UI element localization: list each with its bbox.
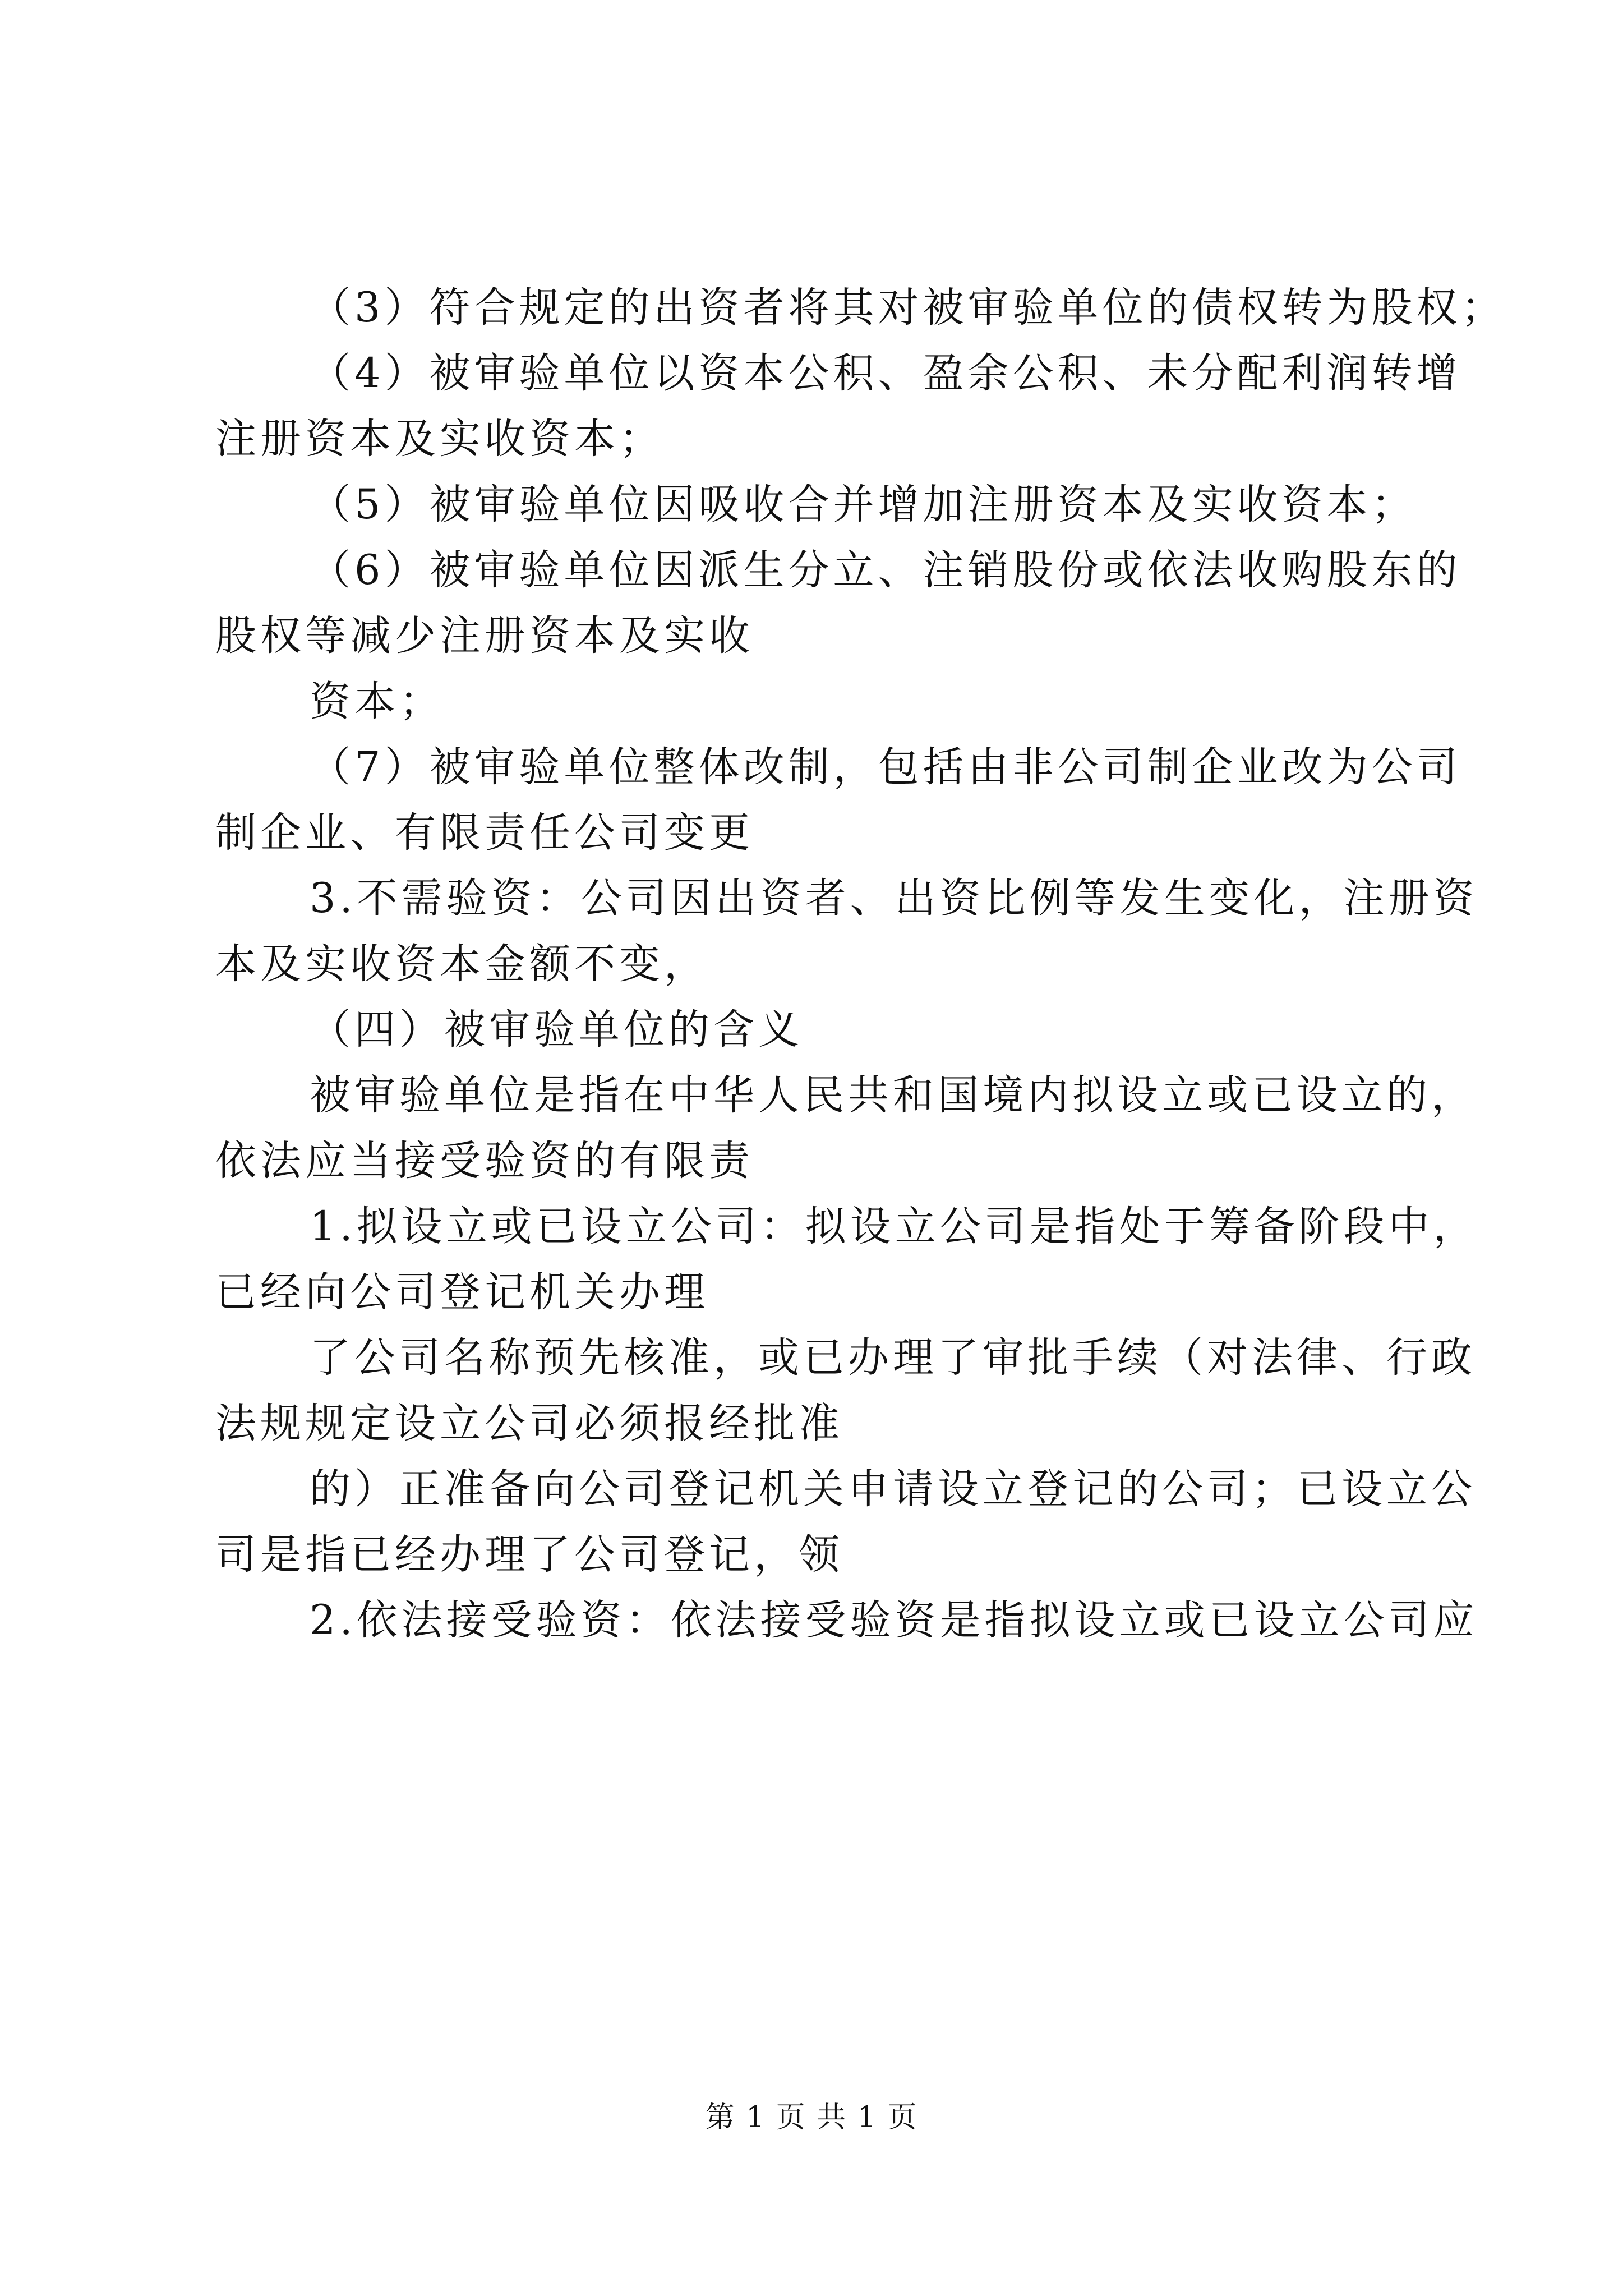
paragraph-line: 的）正准备向公司登记机关申请设立登记的公司；已设立公 — [310, 1465, 1476, 1513]
paragraph-line: 被审验单位是指在中华人民共和国境内拟设立或已设立的， — [310, 1071, 1476, 1119]
paragraph-line: 司是指已经办理了公司登记，领 — [215, 1531, 843, 1579]
paragraph-line: （6）被审验单位因派生分立、注销股份或依法收购股东的 — [310, 546, 1461, 594]
paragraph-line: （3）符合规定的出资者将其对被审验单位的债权转为股权； — [310, 284, 1506, 332]
paragraph-line: 法规规定设立公司必须报经批准 — [215, 1400, 843, 1447]
paragraph-line: 股权等减少注册资本及实收 — [215, 612, 754, 660]
paragraph-line: 已经向公司登记机关办理 — [215, 1268, 709, 1316]
page-number-footer: 第 1 页 共 1 页 — [705, 2101, 918, 2134]
paragraph-line: 注册资本及实收资本； — [215, 415, 664, 463]
paragraph-line: 依法应当接受验资的有限责 — [215, 1137, 754, 1185]
paragraph-line: 制企业、有限责任公司变更 — [215, 809, 754, 857]
paragraph-line: 2.依法接受验资：依法接受验资是指拟设立或已设立公司应 — [310, 1596, 1478, 1644]
paragraph-line: 3.不需验资：公司因出资者、出资比例等发生变化，注册资 — [310, 875, 1478, 922]
paragraph-line: （7）被审验单位整体改制，包括由非公司制企业改为公司 — [310, 743, 1461, 791]
paragraph-line: 资本； — [310, 678, 444, 725]
paragraph-line: 1.拟设立或已设立公司：拟设立公司是指处于筹备阶段中， — [310, 1203, 1478, 1250]
paragraph-line: （5）被审验单位因吸收合并增加注册资本及实收资本； — [310, 481, 1417, 528]
paragraph-line: （4）被审验单位以资本公积、盈余公积、未分配利润转增 — [310, 349, 1461, 397]
section-heading: （四）被审验单位的含义 — [310, 1006, 803, 1053]
paragraph-line: 了公司名称预先核准，或已办理了审批手续（对法律、行政 — [310, 1334, 1476, 1382]
paragraph-line: 本及实收资本金额不变， — [215, 940, 709, 988]
document-body — [215, 275, 1506, 1653]
